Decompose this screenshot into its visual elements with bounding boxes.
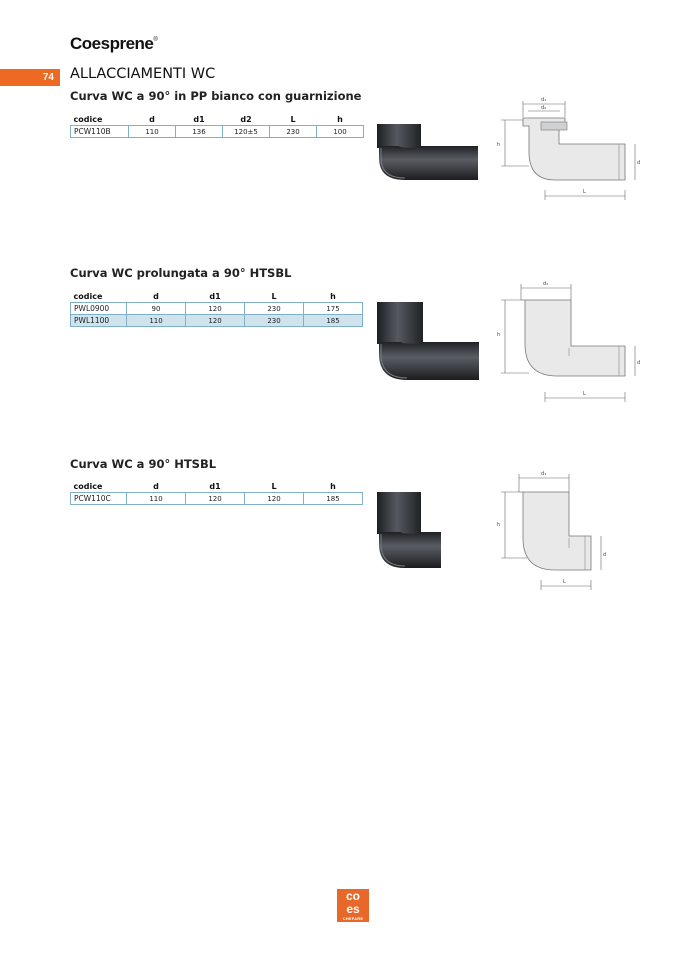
table-cell: 185 bbox=[304, 315, 363, 327]
brand-mark: ® bbox=[153, 37, 158, 43]
technical-drawing-1 bbox=[495, 92, 645, 202]
product-title-3: Curva WC a 90° HTSBL bbox=[70, 457, 217, 471]
column-header: d1 bbox=[209, 482, 221, 491]
table-row bbox=[71, 126, 364, 138]
table-cell: 175 bbox=[304, 303, 363, 315]
dim-label-L: L bbox=[583, 189, 586, 195]
table-row bbox=[71, 303, 363, 315]
product-title-2: Curva WC prolungata a 90° HTSBL bbox=[70, 266, 292, 280]
table-cell: 230 bbox=[245, 315, 304, 327]
dim-label-d1: d₁ bbox=[541, 97, 547, 103]
column-header: d bbox=[153, 482, 159, 491]
logo-line-2: es bbox=[346, 902, 360, 916]
dim-label-d1: d₁ bbox=[543, 281, 549, 287]
column-header: d bbox=[153, 292, 159, 301]
column-header: d1 bbox=[209, 292, 221, 301]
dim-label-h: h bbox=[497, 142, 501, 148]
brand-name: Coesprene bbox=[70, 34, 154, 53]
dim-label-L: L bbox=[563, 579, 566, 585]
column-header: d bbox=[149, 115, 155, 124]
dim-label-h: h bbox=[497, 522, 501, 528]
table-cell: 90 bbox=[127, 303, 186, 315]
product-title-1: Curva WC a 90° in PP bianco con guarnizione bbox=[70, 89, 362, 103]
logo-line-1: co bbox=[345, 889, 360, 903]
table-cell: 110 bbox=[127, 493, 186, 505]
table-cell: 230 bbox=[245, 303, 304, 315]
table-row bbox=[71, 315, 363, 327]
pipe-photo-2 bbox=[375, 302, 485, 382]
dim-label-d2: d₂ bbox=[541, 105, 547, 111]
table-cell: 120 bbox=[186, 315, 245, 327]
pipe-photo-1 bbox=[375, 124, 485, 184]
pipe-photo-3 bbox=[375, 492, 455, 572]
table-header-row bbox=[71, 114, 364, 126]
technical-drawing-2 bbox=[495, 278, 645, 398]
spec-table-2 bbox=[70, 291, 363, 327]
table-cell: 136 bbox=[176, 126, 223, 138]
column-header: L bbox=[271, 482, 277, 491]
column-header: h bbox=[337, 115, 343, 124]
column-header: codice bbox=[73, 482, 103, 491]
table-cell: 100 bbox=[317, 126, 364, 138]
column-header: d2 bbox=[240, 115, 252, 124]
logo-line-3: CHEFARE bbox=[342, 916, 364, 921]
page-number-tab: 74 bbox=[0, 69, 60, 86]
column-header: codice bbox=[73, 115, 103, 124]
brand-logo bbox=[70, 34, 157, 54]
table-cell: 120 bbox=[186, 303, 245, 315]
table-cell: 120 bbox=[186, 493, 245, 505]
product-code: PCW110B bbox=[71, 126, 129, 138]
column-header: codice bbox=[73, 292, 103, 301]
section-title: ALLACCIAMENTI WC bbox=[70, 66, 216, 82]
table-header-row bbox=[71, 481, 363, 493]
spec-table-1 bbox=[70, 114, 364, 138]
dim-label-d: d bbox=[603, 552, 607, 558]
product-code: PWL0900 bbox=[71, 303, 127, 315]
dim-label-d1: d₁ bbox=[541, 471, 547, 477]
product-code: PCW110C bbox=[71, 493, 127, 505]
table-header-row bbox=[71, 291, 363, 303]
column-header: d1 bbox=[193, 115, 205, 124]
dim-label-L: L bbox=[583, 391, 586, 397]
spec-table-3 bbox=[70, 481, 363, 505]
product-code: PWL1100 bbox=[71, 315, 127, 327]
column-header: h bbox=[330, 292, 336, 301]
table-cell: 110 bbox=[129, 126, 176, 138]
table-cell: 230 bbox=[270, 126, 317, 138]
table-cell: 185 bbox=[304, 493, 363, 505]
column-header: h bbox=[330, 482, 336, 491]
table-cell: 120±5 bbox=[223, 126, 270, 138]
technical-drawing-3 bbox=[495, 468, 615, 598]
column-header: L bbox=[271, 292, 277, 301]
table-row bbox=[71, 493, 363, 505]
dim-label-d: d bbox=[637, 360, 641, 366]
dim-label-d: d bbox=[637, 160, 641, 166]
table-cell: 110 bbox=[127, 315, 186, 327]
coes-logo bbox=[337, 889, 369, 922]
column-header: L bbox=[290, 115, 296, 124]
table-cell: 120 bbox=[245, 493, 304, 505]
dim-label-h: h bbox=[497, 332, 501, 338]
